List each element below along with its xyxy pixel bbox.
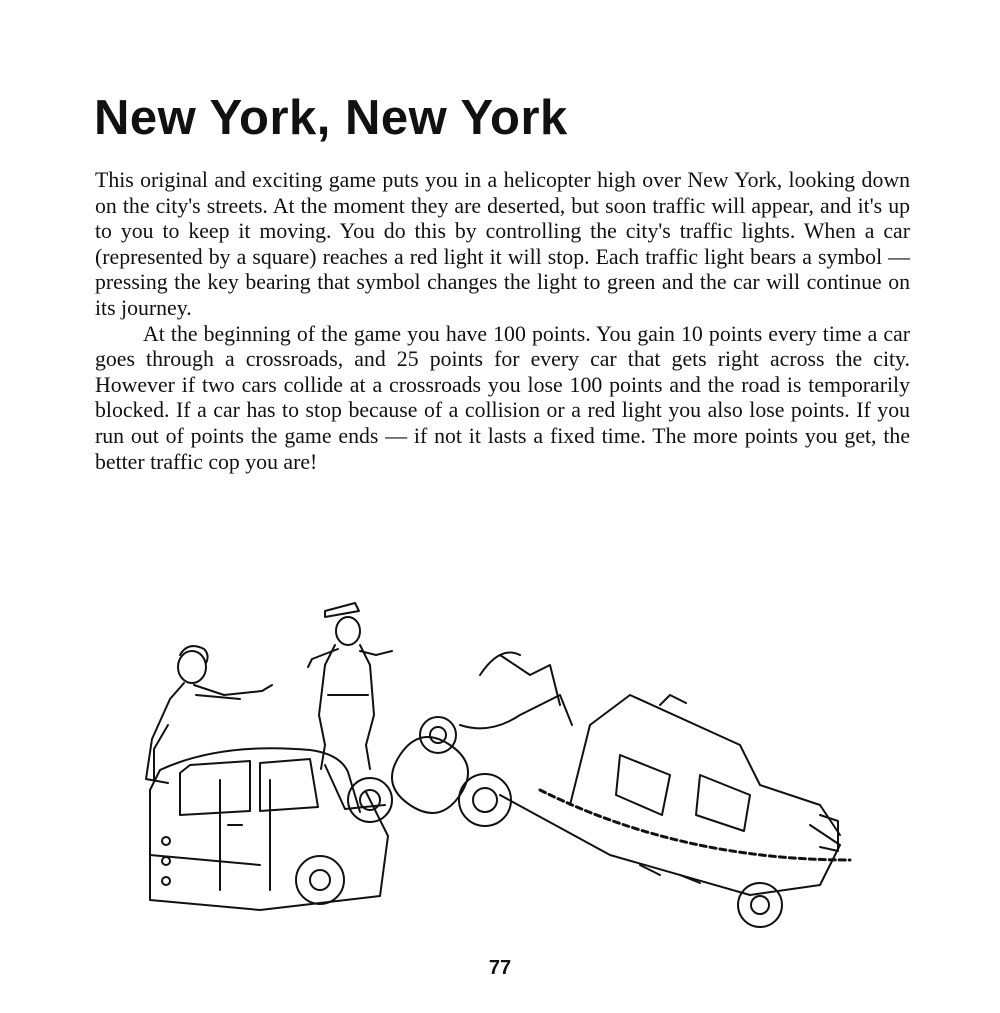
taxi-car [500, 695, 850, 927]
crash-debris [348, 653, 572, 827]
page-title: New York, New York [94, 91, 568, 145]
article-body [95, 168, 910, 475]
paragraph-intro: This original and exciting game puts you in a helicopter high over New York, looking down on the city's streets. At the moment they are deserted, but soon traffic will appear, and it's up to you to keep it moving. You do this by controlling the city's traffic lights. When a car (represented by a square) reaches a red light it will stop. Each traffic light bears a symbol — pressing the key bearing that symbol changes the light to green and the car will continue on its journey. [95, 168, 910, 320]
page-number: 77 [488, 957, 512, 979]
car-crash-illustration [120, 575, 870, 935]
woman-figure [146, 646, 272, 783]
van-car [150, 748, 388, 910]
paragraph-scoring: At the beginning of the game you have 100 points. You gain 10 points every time a car goes through a crossroads, and 25 points for every car that gets right across the city. However if two cars collide at a crossroads you lose 100 points and the road is temporarily blocked. If a car has to stop because of a collision or a red light you also lose points. If you run out of points the game ends — if not it lasts a fixed time. The more points you get, the better traffic cop you are! [95, 321, 910, 474]
policeman-figure [308, 603, 392, 769]
